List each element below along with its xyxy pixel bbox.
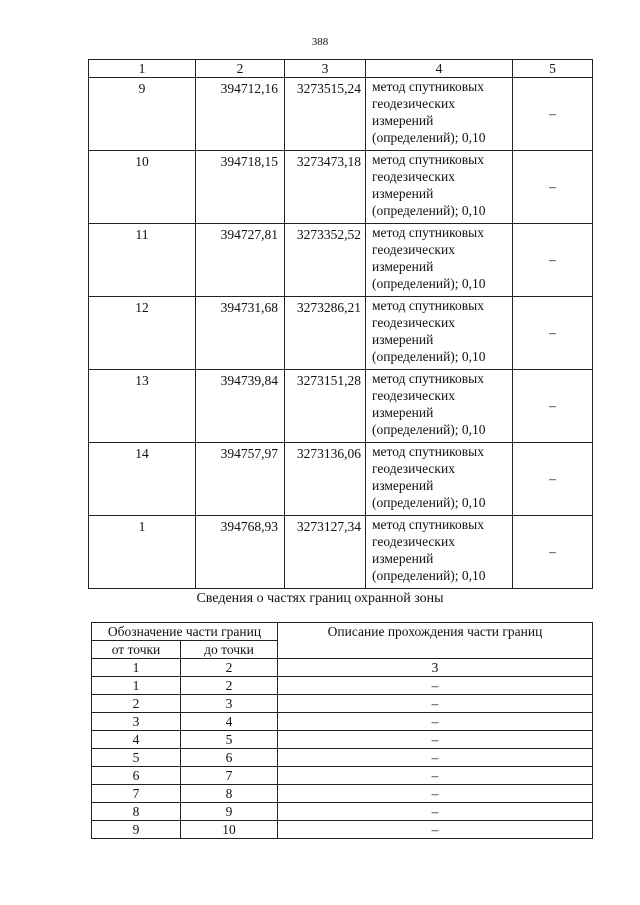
method-line: метод спутниковых	[372, 517, 484, 532]
y-coordinate-cell: 3273515,24	[285, 78, 366, 151]
from-point-cell: 7	[92, 785, 181, 803]
from-point-cell: 9	[92, 821, 181, 839]
numbering-cell: 3	[278, 659, 593, 677]
from-point-cell: 6	[92, 767, 181, 785]
method-line: измерений	[372, 332, 434, 347]
section-title: Сведения о частях границ охранной зоны	[196, 591, 444, 606]
y-coordinate-cell: 3273286,21	[285, 297, 366, 370]
parts-header-row	[92, 623, 593, 641]
method-cell	[366, 370, 513, 443]
x-coordinate-cell: 394718,15	[196, 151, 285, 224]
method-line: измерений	[372, 259, 434, 274]
point-number-cell: 14	[89, 443, 196, 516]
y-coordinate-cell: 3273473,18	[285, 151, 366, 224]
method-line: геодезических	[372, 169, 455, 184]
x-coordinate-cell: 394739,84	[196, 370, 285, 443]
to-point-cell: 9	[181, 803, 278, 821]
description-cell: –	[278, 749, 593, 767]
method-line: (определений); 0,10	[372, 495, 486, 510]
table-row	[92, 767, 593, 785]
point-number-cell: 11	[89, 224, 196, 297]
coordinates-table	[88, 59, 593, 589]
table-row	[89, 370, 593, 443]
method-line: (определений); 0,10	[372, 422, 486, 437]
to-point-cell: 7	[181, 767, 278, 785]
to-point-header: до точки	[181, 641, 278, 659]
table-row	[92, 695, 593, 713]
to-point-cell: 6	[181, 749, 278, 767]
description-cell: –	[278, 695, 593, 713]
to-point-cell: 4	[181, 713, 278, 731]
page-number: 388	[311, 36, 329, 48]
from-point-cell: 4	[92, 731, 181, 749]
y-coordinate-cell: 3273151,28	[285, 370, 366, 443]
description-cell: –	[278, 731, 593, 749]
method-cell	[366, 151, 513, 224]
y-coordinate-cell: 3273127,34	[285, 516, 366, 589]
description-cell: –	[278, 677, 593, 695]
method-cell	[366, 224, 513, 297]
note-cell: –	[513, 78, 593, 151]
numbering-cell: 1	[92, 659, 181, 677]
method-cell	[366, 297, 513, 370]
table-row	[92, 731, 593, 749]
method-line: (определений); 0,10	[372, 276, 486, 291]
table-row	[89, 224, 593, 297]
table-row	[92, 821, 593, 839]
from-point-cell: 1	[92, 677, 181, 695]
description-cell: –	[278, 713, 593, 731]
table-row	[89, 516, 593, 589]
x-coordinate-cell: 394727,81	[196, 224, 285, 297]
description-cell: –	[278, 785, 593, 803]
description-cell: –	[278, 803, 593, 821]
column-number-1: 1	[89, 60, 196, 78]
method-line: геодезических	[372, 461, 455, 476]
to-point-cell: 5	[181, 731, 278, 749]
method-line: (определений); 0,10	[372, 130, 486, 145]
column-number-3: 3	[285, 60, 366, 78]
point-number-cell: 1	[89, 516, 196, 589]
method-cell	[366, 78, 513, 151]
x-coordinate-cell: 394768,93	[196, 516, 285, 589]
method-line: (определений); 0,10	[372, 349, 486, 364]
table-row	[89, 443, 593, 516]
note-cell: –	[513, 516, 593, 589]
from-point-cell: 5	[92, 749, 181, 767]
table-row	[89, 78, 593, 151]
method-line: измерений	[372, 186, 434, 201]
method-line: измерений	[372, 113, 434, 128]
table-row	[89, 151, 593, 224]
method-line: геодезических	[372, 534, 455, 549]
method-cell	[366, 516, 513, 589]
description-header: Описание прохождения части границ	[278, 623, 593, 659]
method-line: метод спутниковых	[372, 152, 484, 167]
method-cell	[366, 443, 513, 516]
from-point-cell: 3	[92, 713, 181, 731]
description-cell: –	[278, 821, 593, 839]
column-number-5: 5	[513, 60, 593, 78]
x-coordinate-cell: 394712,16	[196, 78, 285, 151]
numbering-cell: 2	[181, 659, 278, 677]
to-point-cell: 2	[181, 677, 278, 695]
designation-header: Обозначение части границ	[92, 623, 278, 641]
method-line: метод спутниковых	[372, 298, 484, 313]
method-line: метод спутниковых	[372, 225, 484, 240]
y-coordinate-cell: 3273136,06	[285, 443, 366, 516]
from-point-header: от точки	[92, 641, 181, 659]
method-line: геодезических	[372, 242, 455, 257]
note-cell: –	[513, 224, 593, 297]
point-number-cell: 9	[89, 78, 196, 151]
method-line: геодезических	[372, 315, 455, 330]
table-row	[92, 713, 593, 731]
boundary-parts-table	[91, 622, 593, 839]
from-point-cell: 8	[92, 803, 181, 821]
table-row	[89, 297, 593, 370]
coordinates-table-body	[89, 60, 593, 589]
x-coordinate-cell: 394731,68	[196, 297, 285, 370]
method-line: метод спутниковых	[372, 444, 484, 459]
point-number-cell: 10	[89, 151, 196, 224]
point-number-cell: 12	[89, 297, 196, 370]
method-line: измерений	[372, 405, 434, 420]
boundary-parts-table-body	[92, 623, 593, 839]
description-cell: –	[278, 767, 593, 785]
table-row	[92, 785, 593, 803]
note-cell: –	[513, 297, 593, 370]
point-number-cell: 13	[89, 370, 196, 443]
method-line: (определений); 0,10	[372, 203, 486, 218]
method-line: метод спутниковых	[372, 371, 484, 386]
to-point-cell: 8	[181, 785, 278, 803]
column-number-2: 2	[196, 60, 285, 78]
method-line: геодезических	[372, 388, 455, 403]
parts-numbering-row	[92, 659, 593, 677]
method-line: измерений	[372, 478, 434, 493]
note-cell: –	[513, 151, 593, 224]
note-cell: –	[513, 443, 593, 516]
coordinates-header-row	[89, 60, 593, 78]
y-coordinate-cell: 3273352,52	[285, 224, 366, 297]
to-point-cell: 10	[181, 821, 278, 839]
from-point-cell: 2	[92, 695, 181, 713]
table-row	[92, 749, 593, 767]
method-line: геодезических	[372, 96, 455, 111]
column-number-4: 4	[366, 60, 513, 78]
x-coordinate-cell: 394757,97	[196, 443, 285, 516]
note-cell: –	[513, 370, 593, 443]
method-line: (определений); 0,10	[372, 568, 486, 583]
table-row	[92, 803, 593, 821]
method-line: измерений	[372, 551, 434, 566]
to-point-cell: 3	[181, 695, 278, 713]
table-row	[92, 677, 593, 695]
method-line: метод спутниковых	[372, 79, 484, 94]
